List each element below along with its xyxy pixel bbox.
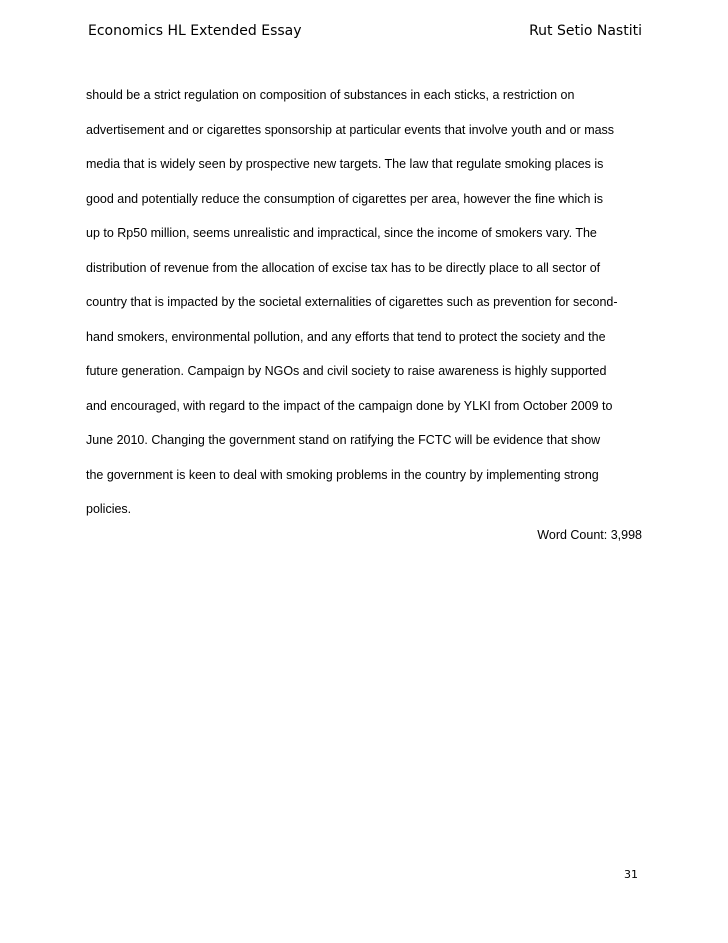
body-line-6: distribution of revenue from the allocation of excise tax has to be directly place to all sector of xyxy=(86,260,601,275)
body-paragraph xyxy=(86,78,646,527)
body-line-13: policies. xyxy=(86,502,132,516)
body-line-9: future generation. Campaign by NGOs and civil society to raise awareness is highly supported xyxy=(86,364,607,378)
body-line-12: the government is keen to deal with smoking problems in the country by implementing strong xyxy=(86,467,599,482)
body-line-5: up to Rp50 million, seems unrealistic and impractical, since the income of smokers vary. The xyxy=(86,226,597,240)
body-line-1: should be a strict regulation on composition of substances in each sticks, a restriction on xyxy=(86,88,575,102)
header-essay-title: Economics HL Extended Essay xyxy=(88,23,302,39)
body-line-10: and encouraged, with regard to the impact of the campaign done by YLKI from October 2009 to xyxy=(86,398,613,413)
page-number: 31 xyxy=(624,868,638,881)
body-line-8: hand smokers, environmental pollution, and any efforts that tend to protect the society and the xyxy=(86,329,606,344)
header-author-name: Rut Setio Nastiti xyxy=(529,23,642,39)
body-line-4: good and potentially reduce the consumption of cigarettes per area, however the fine which is xyxy=(86,191,603,206)
body-line-2: advertisement and or cigarettes sponsorship at particular events that involve youth and or mass xyxy=(86,122,615,137)
body-line-3: media that is widely seen by prospective new targets. The law that regulate smoking places is xyxy=(86,157,604,171)
body-line-11: June 2010. Changing the government stand on ratifying the FCTC will be evidence that show xyxy=(86,433,601,447)
body-line-7: country that is impacted by the societal externalities of cigarettes such as prevention for second- xyxy=(86,295,618,309)
word-count: Word Count: 3,998 xyxy=(537,528,642,542)
